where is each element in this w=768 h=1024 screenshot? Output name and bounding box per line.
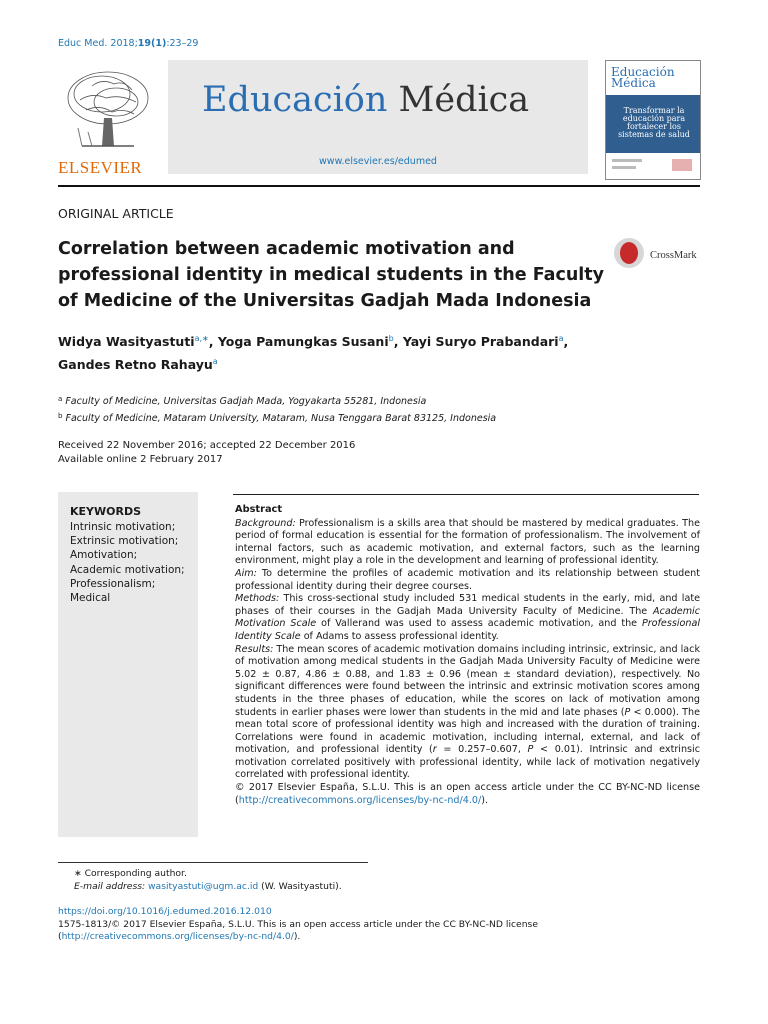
journal-title-part1: Educación [202, 80, 388, 120]
page-footer [58, 906, 700, 944]
abstract-section [235, 504, 700, 807]
cover-footer-strip [606, 153, 700, 179]
elsevier-wordmark: ELSEVIER [58, 158, 143, 177]
email-link[interactable]: wasityastuti@ugm.ac.id [148, 881, 259, 892]
keywords-list [70, 520, 185, 605]
journal-cover-thumbnail[interactable] [605, 60, 701, 180]
corresponding-author-note: ∗ Corresponding author. [74, 868, 187, 879]
affiliation-list [58, 392, 698, 426]
footer-license-link[interactable]: http://creativecommons.org/licenses/by-nc-nd/4.0/ [61, 931, 294, 942]
keyword-item: Medical [70, 592, 111, 605]
journal-title [202, 80, 529, 120]
keyword-item: Academic motivation; [70, 563, 185, 576]
header-divider [58, 185, 700, 187]
author-name: Yoga Pamungkas Susani [217, 334, 389, 349]
abstract-aim: Aim: To determine the profiles of academic motivation and its relationship between student professional identity during their degree courses. [235, 567, 700, 592]
crossmark-button[interactable] [614, 238, 704, 270]
journal-banner-box [168, 60, 588, 174]
author-name: Gandes Retno Rahayu [58, 357, 213, 372]
abstract-results: Results: The mean scores of academic motivation domains including intrinsic, extrinsic, and lack of motivation among medical students in the Gadjah Mada University Faculty of Medicine were 5.02 ± 0.87, 4.86 ± 0.88, and 1.83 ± 0.96 (mean ± standard deviation), respectively. No significant differences were found between the intrinsic and extrinsic motivation scores among students in the three phases of education, while the scores on lack of motivation among students in earlier phases were lower than students in the mid and late phases (P < 0.000). The mean total score of professional identity was high and increased with the duration of training. Correlations were found in academic motivation, including internal, external, and lack of motivation, and professional identity (r = 0.257–0.607, P < 0.01). Intrinsic and extrinsic motivation correlated positively with professional identity, while lack of motivation negatively correlated with professional identity. [235, 643, 700, 781]
license-link[interactable]: http://creativecommons.org/licenses/by-nc-nd/4.0/ [238, 794, 482, 806]
abstract-background: Background: Professionalism is a skills area that should be mastered by medical graduates. The period of formal education is essential for the formation of professionalism. The involvement of internal factors, such as academic motivation, and external factors, such as the learning environment, might play a role in the development and learning of professional identity. [235, 517, 700, 567]
author-affiliation-mark[interactable]: a,∗ [194, 334, 209, 343]
journal-citation[interactable] [58, 38, 198, 49]
keywords-heading: KEYWORDS [70, 505, 142, 518]
online-date: Available online 2 February 2017 [58, 454, 223, 465]
citation-volume: 19(1) [137, 38, 167, 49]
abstract-divider [233, 494, 699, 495]
crossmark-icon [614, 238, 644, 268]
citation-pages: :23–29 [166, 38, 199, 49]
abstract-copyright: © 2017 Elsevier España, S.L.U. This is an open access article under the CC BY-NC-ND license (http://creativecommons.org/licenses/by-nc-nd/4.0/). [235, 782, 700, 806]
journal-banner [58, 58, 588, 178]
affiliation-item: $^b$ Faculty of Medicine, Mataram University, Mataram, Nusa Tenggara Barat 83125, Indonesia [58, 412, 497, 424]
author-list: Widya Wasityastuti$^{a,∗}$, Yoga Pamungkas Susani$^b$, Yayi Suryo Prabandari$^a$, Gandes Retno Rahayu$^a$ [58, 334, 569, 372]
footnote-divider [58, 862, 368, 863]
footnote [58, 867, 342, 893]
keyword-item: Amotivation; [70, 549, 138, 562]
article-dates [58, 439, 355, 467]
journal-title-part2: Médica [398, 80, 530, 120]
author-affiliation-mark[interactable]: a [212, 357, 218, 366]
received-date: Received 22 November 2016; accepted 22 December 2016 [58, 440, 356, 451]
keyword-item: Professionalism; [70, 577, 156, 590]
license-statement: 1575-1813/© 2017 Elsevier España, S.L.U. This is an open access article under the CC BY-NC-ND license (http://creativecommons.org/licenses/by-nc-nd/4.0/). [58, 918, 538, 942]
email-note: E-mail address: wasityastuti@ugm.ac.id (W. Wasityastuti). [74, 881, 342, 892]
cover-header [606, 61, 700, 95]
abstract-methods: Methods: This cross-sectional study included 531 medical students in the early, mid, and late phases of their courses in the Gadjah Mada University Faculty of Medicine. The Academic Motivation Scale of Vallerand was used to assess academic motivation, and the Professional Identity Scale of Adams to assess professional identity. [235, 593, 700, 642]
abstract-heading: Abstract [235, 504, 283, 515]
author-affiliation-mark[interactable]: a [558, 334, 564, 343]
article-title: Correlation between academic motivation and professional identity in medical students in the Faculty of Medicine of the Universitas Gadjah Mada Indonesia [58, 239, 605, 311]
citation-prefix: Educ Med. 2018; [58, 38, 138, 49]
author-affiliation-mark[interactable]: b [388, 334, 394, 343]
doi-link[interactable]: https://doi.org/10.1016/j.edumed.2016.12.010 [58, 906, 272, 917]
cover-subtitle: Transformar la educación para fortalecer los sistemas de salud [618, 106, 690, 139]
affiliation-item: $^a$ Faculty of Medicine, Universitas Gadjah Mada, Yogyakarta 55281, Indonesia [58, 395, 427, 407]
keyword-item: Extrinsic motivation; [70, 535, 179, 548]
author-name: Yayi Suryo Prabandari [402, 334, 559, 349]
elsevier-tree-icon [62, 68, 154, 152]
article-type: ORIGINAL ARTICLE [58, 206, 174, 221]
keywords-panel [58, 492, 198, 837]
cover-title: Educación Médica [611, 65, 675, 90]
elsevier-logo[interactable] [58, 58, 158, 178]
crossmark-label: CrossMark [650, 250, 697, 261]
journal-url-link[interactable]: www.elsevier.es/edumed [319, 156, 437, 167]
keyword-item: Intrinsic motivation; [70, 521, 176, 533]
author-name: Widya Wasityastuti [58, 334, 195, 349]
